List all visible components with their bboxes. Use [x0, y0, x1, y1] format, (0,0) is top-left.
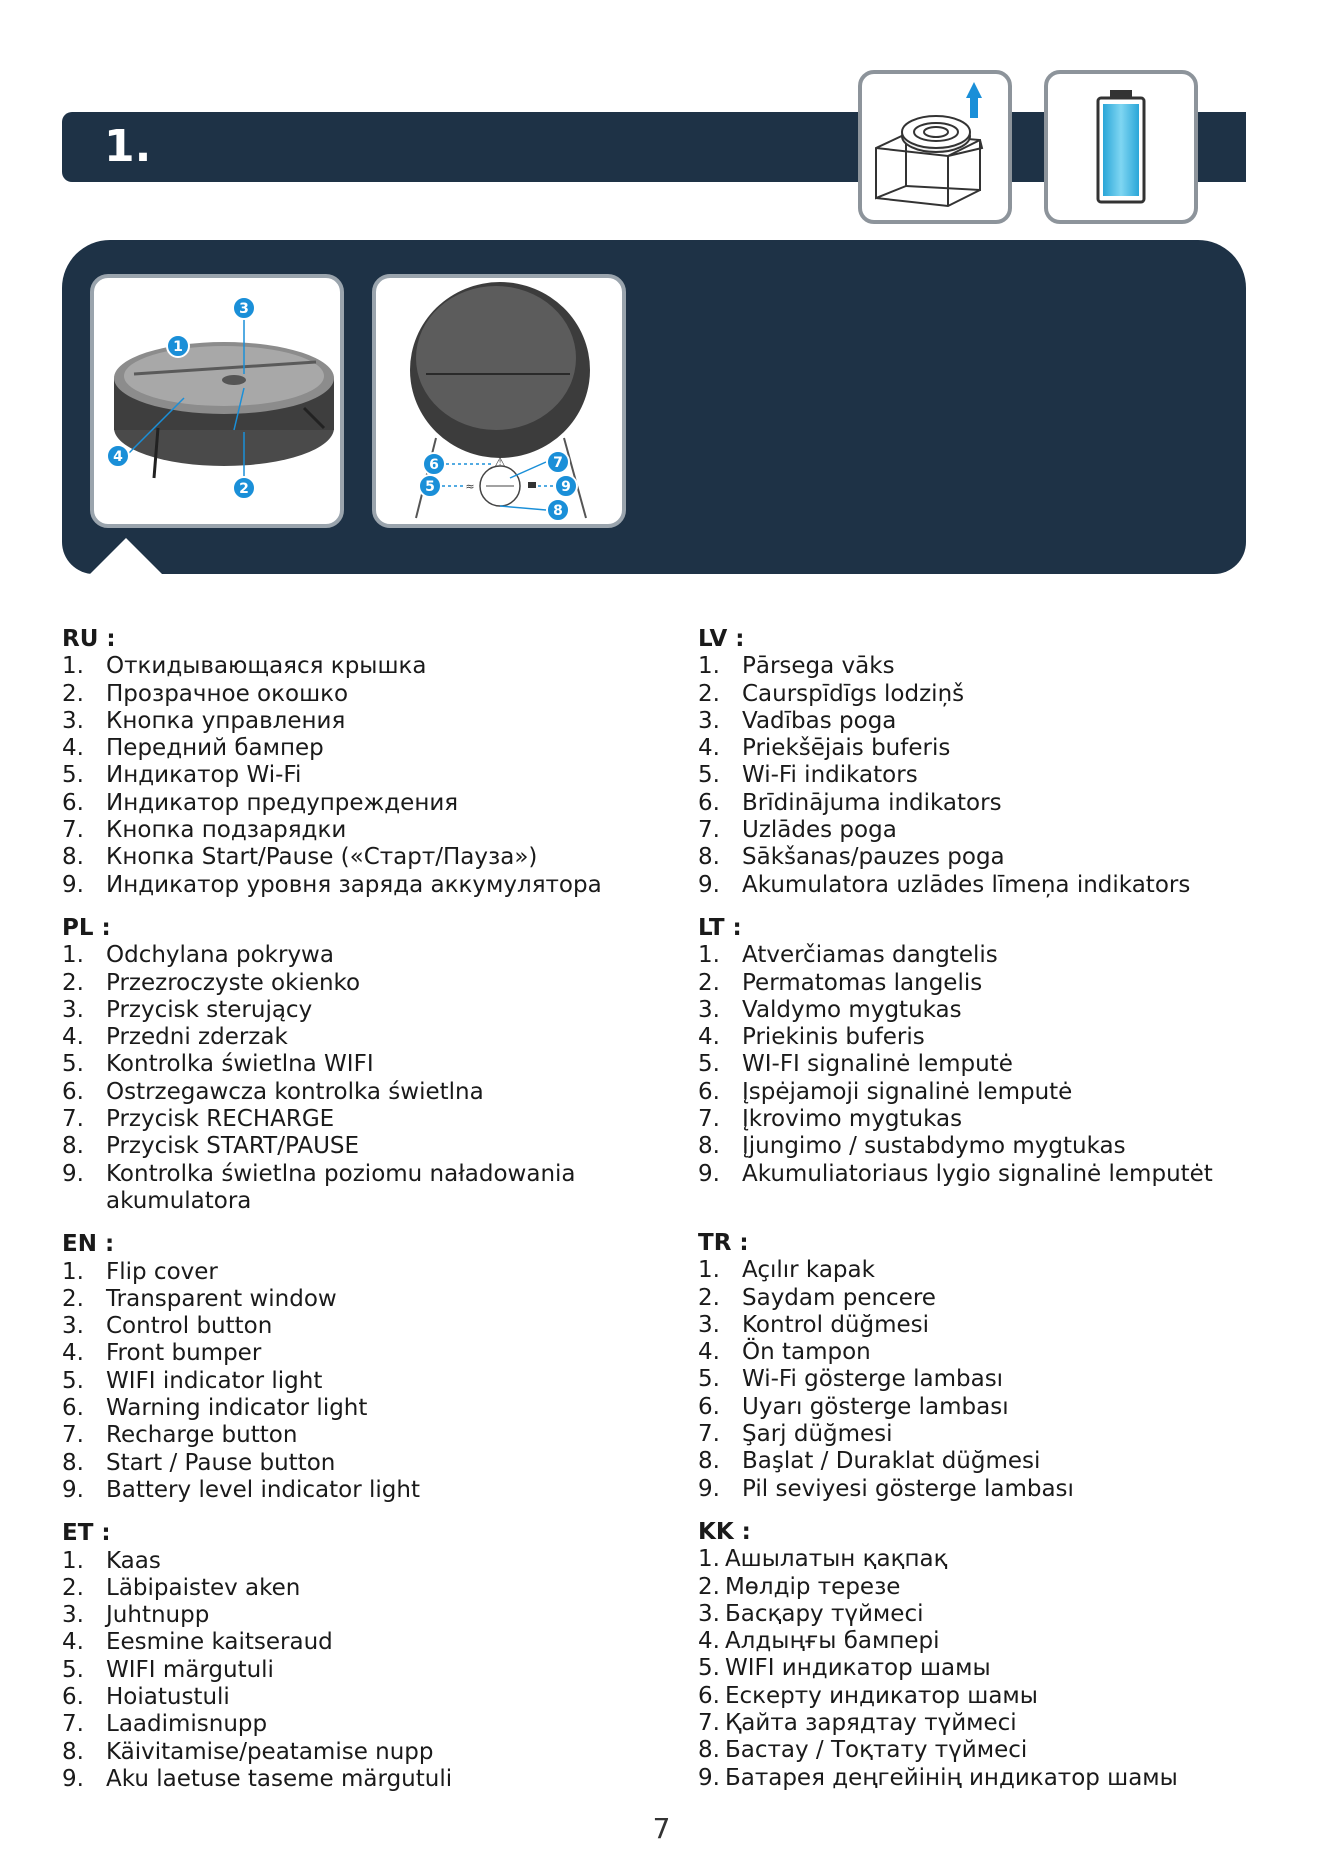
list-item — [698, 1161, 1278, 1188]
list-item — [62, 1024, 652, 1051]
item-label: Kontrolka świetlna poziomu naładowania akumulatora — [106, 1160, 576, 1214]
item-number: 6. — [62, 789, 84, 816]
list-item — [698, 708, 1278, 735]
item-number: 7. — [62, 1422, 84, 1449]
item-number: 2. — [698, 1284, 720, 1311]
item-number: 3. — [62, 1602, 84, 1629]
list-item — [62, 708, 652, 735]
item-number: 7. — [698, 1421, 720, 1448]
svg-text:8: 8 — [553, 503, 563, 519]
list-item — [698, 1394, 1278, 1421]
robot-in-box-icon — [862, 74, 1008, 220]
callout-3 — [233, 297, 255, 319]
list-item — [698, 1476, 1278, 1503]
item-number: 8. — [698, 1448, 720, 1475]
item-number: 5. — [62, 1367, 84, 1394]
item-number: 1. — [62, 942, 84, 969]
list-item — [62, 817, 652, 844]
language-code: RU : — [62, 626, 116, 652]
item-number: 2. — [62, 969, 84, 996]
item-number: 5. — [698, 1655, 720, 1682]
item-number: 7. — [62, 817, 84, 844]
item-label: WI-FI signalinė lemputė — [742, 1051, 1013, 1078]
language-code: LT : — [698, 914, 742, 941]
item-label: Akumuliatoriaus lygio signalinė lemputėt — [742, 1160, 1213, 1187]
item-label: WIFI индикатор шамы — [724, 1655, 991, 1682]
item-label: Ostrzegawcza kontrolka świetlna — [106, 1078, 484, 1105]
battery-icon — [1048, 74, 1194, 220]
item-label: Caurspīdīgs lodziņš — [742, 680, 965, 707]
list-item — [62, 790, 652, 817]
callout-2 — [233, 477, 255, 499]
item-label: Valdymo mygtukas — [742, 996, 962, 1023]
item-label: Индикатор предупреждения — [106, 789, 459, 816]
list-item — [62, 942, 652, 969]
item-label: Przycisk START/PAUSE — [106, 1133, 360, 1160]
list-item — [698, 653, 1278, 680]
list-item — [698, 942, 1278, 969]
callout-1 — [167, 335, 189, 357]
list-item — [62, 1548, 652, 1575]
item-number: 4. — [62, 1340, 84, 1367]
list-item — [698, 1024, 1278, 1051]
list-item — [698, 1765, 1278, 1792]
list-item — [698, 1079, 1278, 1106]
item-label: Қайта зарядтау түймесі — [724, 1709, 1017, 1736]
language-section — [698, 1519, 1278, 1792]
item-label: WIFI märgutuli — [106, 1656, 274, 1683]
page-number: 7 — [652, 1812, 671, 1845]
list-item — [62, 681, 652, 708]
list-item — [698, 1257, 1278, 1284]
list-item — [62, 1286, 652, 1313]
callout-4 — [107, 445, 129, 467]
right-language-column — [698, 626, 1278, 1808]
language-section — [62, 915, 652, 1215]
list-item — [62, 997, 652, 1024]
parts-list — [698, 1546, 1278, 1792]
item-number: 4. — [698, 735, 720, 762]
item-number: 3. — [698, 707, 720, 734]
list-item — [698, 681, 1278, 708]
list-item — [698, 872, 1278, 899]
language-code: LV : — [698, 626, 745, 652]
item-number: 3. — [62, 996, 84, 1023]
item-label: Priekšējais buferis — [742, 735, 951, 762]
list-item — [698, 1546, 1278, 1573]
list-item — [698, 762, 1278, 789]
svg-text:2: 2 — [239, 481, 249, 497]
list-item — [698, 1448, 1278, 1475]
item-number: 1. — [62, 1258, 84, 1285]
item-label: Мөлдір терезе — [724, 1573, 901, 1600]
item-label: Juhtnupp — [106, 1602, 210, 1629]
item-label: Передний бампер — [106, 735, 324, 762]
item-number: 8. — [62, 1133, 84, 1160]
item-number: 1. — [62, 1547, 84, 1574]
item-label: Odchylana pokrywa — [106, 942, 334, 969]
item-number: 8. — [62, 844, 84, 871]
parts-list — [698, 942, 1278, 1188]
language-code: EN : — [62, 1231, 115, 1258]
language-code: KK : — [698, 1518, 751, 1545]
item-number: 6. — [62, 1395, 84, 1422]
svg-text:3: 3 — [239, 301, 249, 317]
item-label: Przedni zderzak — [106, 1024, 288, 1051]
item-number: 1. — [698, 1257, 720, 1284]
item-number: 1. — [62, 653, 84, 680]
svg-text:1: 1 — [173, 339, 183, 355]
item-label: Įjungimo / sustabdymo mygtukas — [742, 1133, 1126, 1160]
list-item — [62, 844, 652, 871]
parts-list — [698, 1257, 1278, 1503]
item-number: 7. — [698, 817, 720, 844]
item-number: 6. — [698, 1393, 720, 1420]
list-item — [62, 1711, 652, 1738]
item-label: Ескерту индикатор шамы — [724, 1682, 1038, 1709]
item-number: 6. — [62, 1078, 84, 1105]
list-item — [62, 1259, 652, 1286]
list-item — [62, 653, 652, 680]
item-number: 9. — [698, 1475, 720, 1502]
item-number: 9. — [62, 1765, 84, 1792]
list-item — [698, 844, 1278, 871]
item-label: Recharge button — [106, 1422, 298, 1449]
item-label: Kaas — [106, 1547, 161, 1574]
item-label: Sākšanas/pauzes poga — [742, 844, 1005, 871]
item-label: Батарея деңгейінің индикатор шамы — [724, 1764, 1178, 1791]
left-language-column — [62, 626, 652, 1809]
callout-6 — [423, 453, 445, 475]
callout-7 — [547, 451, 569, 473]
item-label: Uzlādes poga — [742, 817, 897, 844]
list-item — [62, 1161, 652, 1216]
list-item — [62, 1766, 652, 1793]
item-number: 4. — [698, 1339, 720, 1366]
item-label: Front bumper — [106, 1340, 262, 1367]
item-number: 3. — [698, 996, 720, 1023]
item-label: Алдыңғы бампері — [724, 1628, 940, 1655]
item-number: 4. — [698, 1628, 720, 1655]
item-number: 8. — [698, 844, 720, 871]
item-label: Transparent window — [106, 1285, 337, 1312]
item-number: 4. — [62, 1629, 84, 1656]
item-label: Wi-Fi indikators — [742, 762, 918, 789]
item-label: Ön tampon — [742, 1339, 871, 1366]
item-number: 6. — [698, 1078, 720, 1105]
language-code: ET : — [62, 1520, 111, 1547]
item-number: 3. — [62, 707, 84, 734]
language-section — [62, 1231, 652, 1504]
item-number: 8. — [698, 1133, 720, 1160]
list-item — [62, 762, 652, 789]
svg-text:⚠: ⚠ — [494, 455, 506, 469]
list-item — [62, 1395, 652, 1422]
item-number: 1. — [698, 1546, 720, 1573]
item-number: 2. — [62, 1285, 84, 1312]
item-number: 3. — [698, 1600, 720, 1627]
item-number: 5. — [698, 1051, 720, 1078]
item-number: 9. — [62, 871, 84, 898]
item-number: 7. — [62, 1106, 84, 1133]
item-number: 8. — [698, 1737, 720, 1764]
item-label: Battery level indicator light — [106, 1476, 420, 1503]
language-section — [698, 1230, 1278, 1503]
item-label: Przezroczyste okienko — [106, 969, 361, 996]
list-item — [62, 1133, 652, 1160]
item-label: Akumulatora uzlādes līmeņa indikators — [742, 871, 1191, 898]
item-label: Aku laetuse taseme märgutuli — [106, 1765, 453, 1792]
list-item — [698, 997, 1278, 1024]
item-number: 6. — [698, 789, 720, 816]
list-item — [62, 1684, 652, 1711]
callout-5 — [419, 475, 441, 497]
list-item — [698, 1366, 1278, 1393]
parts-list — [62, 1548, 652, 1794]
item-label: Açılır kapak — [742, 1257, 875, 1284]
list-item — [62, 1477, 652, 1504]
list-item — [698, 1339, 1278, 1366]
item-label: Wi-Fi gösterge lambası — [742, 1366, 1004, 1393]
item-number: 9. — [698, 1160, 720, 1187]
parts-list — [62, 653, 652, 899]
list-item — [62, 1079, 652, 1106]
item-label: Eesmine kaitseraud — [106, 1629, 333, 1656]
list-item — [62, 1051, 652, 1078]
item-number: 2. — [698, 1573, 720, 1600]
item-label: Прозрачное окошко — [106, 680, 349, 707]
item-label: Start / Pause button — [106, 1449, 336, 1476]
item-label: Pil seviyesi gösterge lambası — [742, 1475, 1074, 1502]
list-item — [698, 1737, 1278, 1764]
list-item — [698, 1133, 1278, 1160]
item-label: Įspėjamoji signalinė lemputė — [742, 1078, 1073, 1105]
item-label: Flip cover — [106, 1258, 218, 1285]
svg-text:6: 6 — [429, 457, 439, 473]
svg-text:7: 7 — [553, 455, 563, 471]
list-item — [698, 970, 1278, 997]
up-arrow-icon — [966, 82, 982, 118]
item-number: 3. — [698, 1311, 720, 1338]
list-item — [62, 1739, 652, 1766]
item-label: Kontrolka świetlna WIFI — [106, 1051, 374, 1078]
control-panel-photo — [372, 274, 626, 528]
item-label: Бастау / Тоқтату түймесі — [724, 1737, 1028, 1764]
item-number: 8. — [62, 1738, 84, 1765]
item-number: 6. — [698, 1682, 720, 1709]
list-item — [62, 872, 652, 899]
list-item — [698, 1710, 1278, 1737]
parts-list — [698, 653, 1278, 899]
item-number: 5. — [698, 762, 720, 789]
item-number: 5. — [62, 1656, 84, 1683]
item-number: 4. — [62, 735, 84, 762]
step-number: 1. — [104, 121, 152, 172]
item-number: 4. — [62, 1024, 84, 1051]
item-number: 3. — [62, 1313, 84, 1340]
item-label: Кнопка управления — [106, 707, 346, 734]
list-item — [62, 1450, 652, 1477]
language-section — [698, 626, 1278, 899]
item-number: 7. — [698, 1106, 720, 1133]
item-label: Permatomas langelis — [742, 969, 983, 996]
item-number: 4. — [698, 1024, 720, 1051]
item-label: Priekinis buferis — [742, 1024, 925, 1051]
list-item — [62, 735, 652, 762]
item-number: 6. — [62, 1683, 84, 1710]
list-item — [62, 970, 652, 997]
list-item — [698, 1312, 1278, 1339]
item-number: 1. — [698, 942, 720, 969]
language-code: PL : — [62, 914, 111, 941]
item-label: Индикатор Wi-Fi — [106, 762, 302, 789]
item-label: Įkrovimo mygtukas — [742, 1106, 963, 1133]
list-item — [62, 1106, 652, 1133]
item-number: 9. — [62, 1476, 84, 1503]
item-number: 1. — [698, 653, 720, 680]
svg-text:≈: ≈ — [465, 480, 475, 493]
item-number: 5. — [62, 1051, 84, 1078]
item-number: 8. — [62, 1449, 84, 1476]
item-number: 5. — [62, 762, 84, 789]
item-number: 9. — [698, 871, 720, 898]
list-item — [698, 1421, 1278, 1448]
list-item — [698, 1051, 1278, 1078]
list-item — [698, 1628, 1278, 1655]
item-label: Läbipaistev aken — [106, 1574, 301, 1601]
language-code: TR : — [698, 1229, 749, 1256]
list-item — [62, 1602, 652, 1629]
svg-text:4: 4 — [113, 449, 123, 465]
item-label: Control button — [106, 1313, 273, 1340]
list-item — [698, 790, 1278, 817]
list-item — [698, 1601, 1278, 1628]
battery-charge-icon — [1044, 70, 1198, 224]
item-number: 2. — [698, 969, 720, 996]
list-item — [62, 1657, 652, 1684]
item-label: Vadības poga — [742, 707, 897, 734]
language-section — [698, 915, 1278, 1188]
list-item — [698, 1285, 1278, 1312]
item-number: 7. — [698, 1709, 720, 1736]
item-label: Откидывающаяся крышка — [106, 653, 427, 680]
item-label: Басқару түймесі — [724, 1600, 924, 1627]
item-label: Başlat / Duraklat düğmesi — [742, 1448, 1041, 1475]
robot-top-photo — [90, 274, 344, 528]
unbox-robot-icon — [858, 70, 1012, 224]
svg-text:5: 5 — [425, 479, 435, 495]
parts-list — [62, 1259, 652, 1505]
svg-text:9: 9 — [561, 479, 571, 495]
item-label: Warning indicator light — [106, 1395, 368, 1422]
item-label: Кнопка подзарядки — [106, 817, 347, 844]
item-label: Przycisk sterujący — [106, 996, 313, 1023]
list-item — [62, 1422, 652, 1449]
list-item — [62, 1629, 652, 1656]
panel-notch — [88, 538, 164, 576]
item-number: 5. — [698, 1366, 720, 1393]
list-item — [698, 1655, 1278, 1682]
item-label: Hoiatustuli — [106, 1683, 230, 1710]
item-number: 2. — [698, 680, 720, 707]
callout-8 — [547, 499, 569, 521]
list-item — [698, 735, 1278, 762]
item-label: Şarj düğmesi — [742, 1421, 893, 1448]
item-label: Pārsega vāks — [742, 653, 895, 680]
language-section — [62, 1520, 652, 1793]
list-item — [698, 1574, 1278, 1601]
list-item — [62, 1575, 652, 1602]
item-label: Индикатор уровня заряда аккумулятора — [106, 871, 602, 898]
item-label: Laadimisnupp — [106, 1711, 268, 1738]
item-number: 2. — [62, 680, 84, 707]
item-label: Atverčiamas dangtelis — [742, 942, 998, 969]
item-number: 2. — [62, 1574, 84, 1601]
list-item — [62, 1368, 652, 1395]
item-label: Ашылатын қақпақ — [724, 1546, 948, 1573]
item-number: 9. — [62, 1160, 84, 1187]
list-item — [698, 817, 1278, 844]
item-number: 9. — [698, 1764, 720, 1791]
item-label: Käivitamise/peatamise nupp — [106, 1738, 434, 1765]
item-label: Kontrol düğmesi — [742, 1311, 930, 1338]
list-item — [698, 1683, 1278, 1710]
item-label: Brīdinājuma indikators — [742, 789, 1002, 816]
list-item — [698, 1106, 1278, 1133]
item-label: Uyarı gösterge lambası — [742, 1393, 1009, 1420]
list-item — [62, 1313, 652, 1340]
item-number: 7. — [62, 1711, 84, 1738]
callout-9 — [555, 475, 577, 497]
item-label: Кнопка Start/Pause («Старт/Пауза») — [106, 844, 538, 871]
language-section — [62, 626, 652, 899]
item-label: Przycisk RECHARGE — [106, 1106, 335, 1133]
item-label: Saydam pencere — [742, 1284, 936, 1311]
parts-list — [62, 942, 652, 1215]
item-label: WIFI indicator light — [106, 1367, 323, 1394]
list-item — [62, 1340, 652, 1367]
